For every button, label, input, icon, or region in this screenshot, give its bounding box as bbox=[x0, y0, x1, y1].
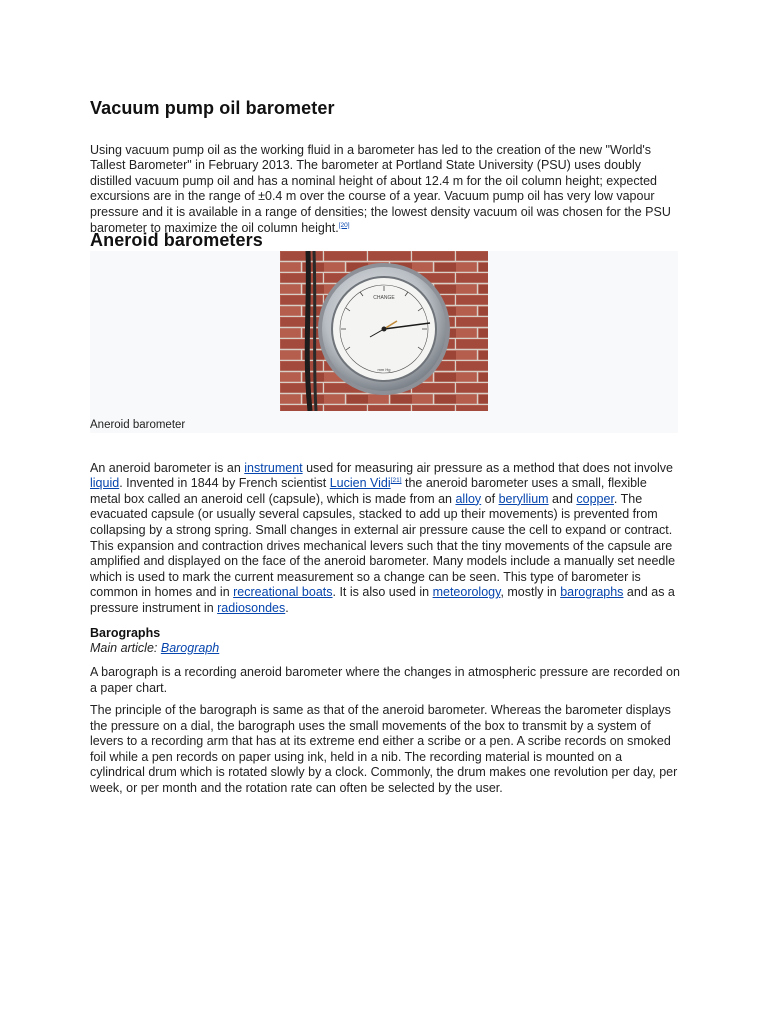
aneroid-text-8: . It is also used in bbox=[332, 585, 433, 600]
dial-brand-text: CHANGE bbox=[373, 295, 395, 301]
image-caption: Aneroid barometer bbox=[90, 419, 186, 431]
aneroid-barometer-image[interactable] bbox=[280, 251, 488, 411]
image-thumbnail bbox=[90, 251, 678, 433]
vacuum-paragraph-text: Using vacuum pump oil as the working fluid in a barometer has led to the creation of the new "World's Tallest Barometer" in February 2013. The barometer at Portland State University (PSU) uses doubly distilled vacuum pump oil and has a nominal height of about 12.4 m for the oil column height; expected excursions are in the range of ±0.4 m over the course of a year. Vacuum pump oil has very low vapour pressure and it is available in a range of densities; the lowest density vacuum oil was chosen for the PSU barometer to maximize the oil column height. bbox=[90, 142, 671, 235]
vacuum-paragraph bbox=[90, 127, 680, 236]
citation-link-21[interactable]: [21] bbox=[390, 477, 402, 485]
link-meteorology[interactable]: meteorology bbox=[432, 585, 501, 600]
aneroid-text-2: used for measuring air pressure as a method that does not involve bbox=[302, 460, 673, 475]
aneroid-text-11: . bbox=[285, 600, 289, 615]
barograph-paragraph-1: A barograph is a recording aneroid barometer where the changes in atmospheric pressure are recorded on a paper chart. bbox=[90, 665, 680, 695]
heading-barographs: Barographs bbox=[90, 626, 161, 640]
heading-vacuum-pump-oil-barometer: Vacuum pump oil barometer bbox=[90, 98, 335, 118]
link-lucien-vidi[interactable]: Lucien Vidi bbox=[329, 476, 391, 491]
aneroid-text-6: and bbox=[548, 491, 577, 506]
hatnote-prefix: Main article: bbox=[90, 641, 161, 655]
aneroid-text-9: , mostly in bbox=[500, 585, 561, 600]
aneroid-text-5: of bbox=[481, 491, 499, 506]
dial-unit-text: mm Hg bbox=[377, 367, 391, 372]
barograph-paragraph-2: The principle of the barograph is same as that of the aneroid barometer. Whereas the barometer displays the pressure on a dial, the barograph uses the small movements of the box to transmit by a system of levers to a recording arm that has at its extreme end either a scribe or a pen. A scribe records on smoked foil while a pen records on paper using ink, held in a nib. The recording material is mounted on a cylindrical drum which is rotated slowly by a clock. Commonly, the drum makes one revolution per day, per week, or per month and the rotation rate can often be selected by the user. bbox=[90, 703, 678, 795]
aneroid-text-1: An aneroid barometer is an bbox=[90, 460, 245, 475]
hatnote bbox=[90, 641, 680, 656]
link-recreational-boats[interactable]: recreational boats bbox=[233, 585, 333, 600]
link-instrument[interactable]: instrument bbox=[244, 460, 303, 475]
link-main-article-barograph[interactable]: Barograph bbox=[160, 641, 220, 655]
link-copper[interactable]: copper bbox=[576, 491, 614, 506]
link-radiosondes[interactable]: radiosondes bbox=[217, 600, 286, 615]
citation-link-20[interactable]: [20] bbox=[338, 221, 350, 229]
link-barographs[interactable]: barographs bbox=[560, 585, 624, 600]
link-liquid[interactable]: liquid bbox=[90, 476, 120, 491]
aneroid-text-3: . Invented in 1844 by French scientist bbox=[119, 476, 330, 491]
link-alloy[interactable]: alloy bbox=[455, 491, 482, 506]
aneroid-text-4: the aneroid barometer uses a small, flexible metal box called an aneroid cell (capsule), which is made from an bbox=[90, 476, 647, 506]
heading-aneroid-barometers: Aneroid barometers bbox=[90, 230, 263, 250]
aneroid-text-7: . The evacuated capsule (or usually several capsules, stacked to add up their movements) is prevented from collapsing by a strong spring. Small changes in external air pressure cause the cell to expand or contract. This expansion and contraction drives mechanical levers such that the tiny movements of the capsule are amplified and displayed on the face of the aneroid barometer. Many models include a manually set needle which is used to mark the current measurement so a change can be seen. This type of barometer is common in homes and in bbox=[90, 491, 676, 600]
aneroid-text-10: and as a pressure instrument in bbox=[90, 585, 675, 615]
link-beryllium[interactable]: beryllium bbox=[498, 491, 549, 506]
aneroid-paragraph bbox=[90, 445, 680, 617]
